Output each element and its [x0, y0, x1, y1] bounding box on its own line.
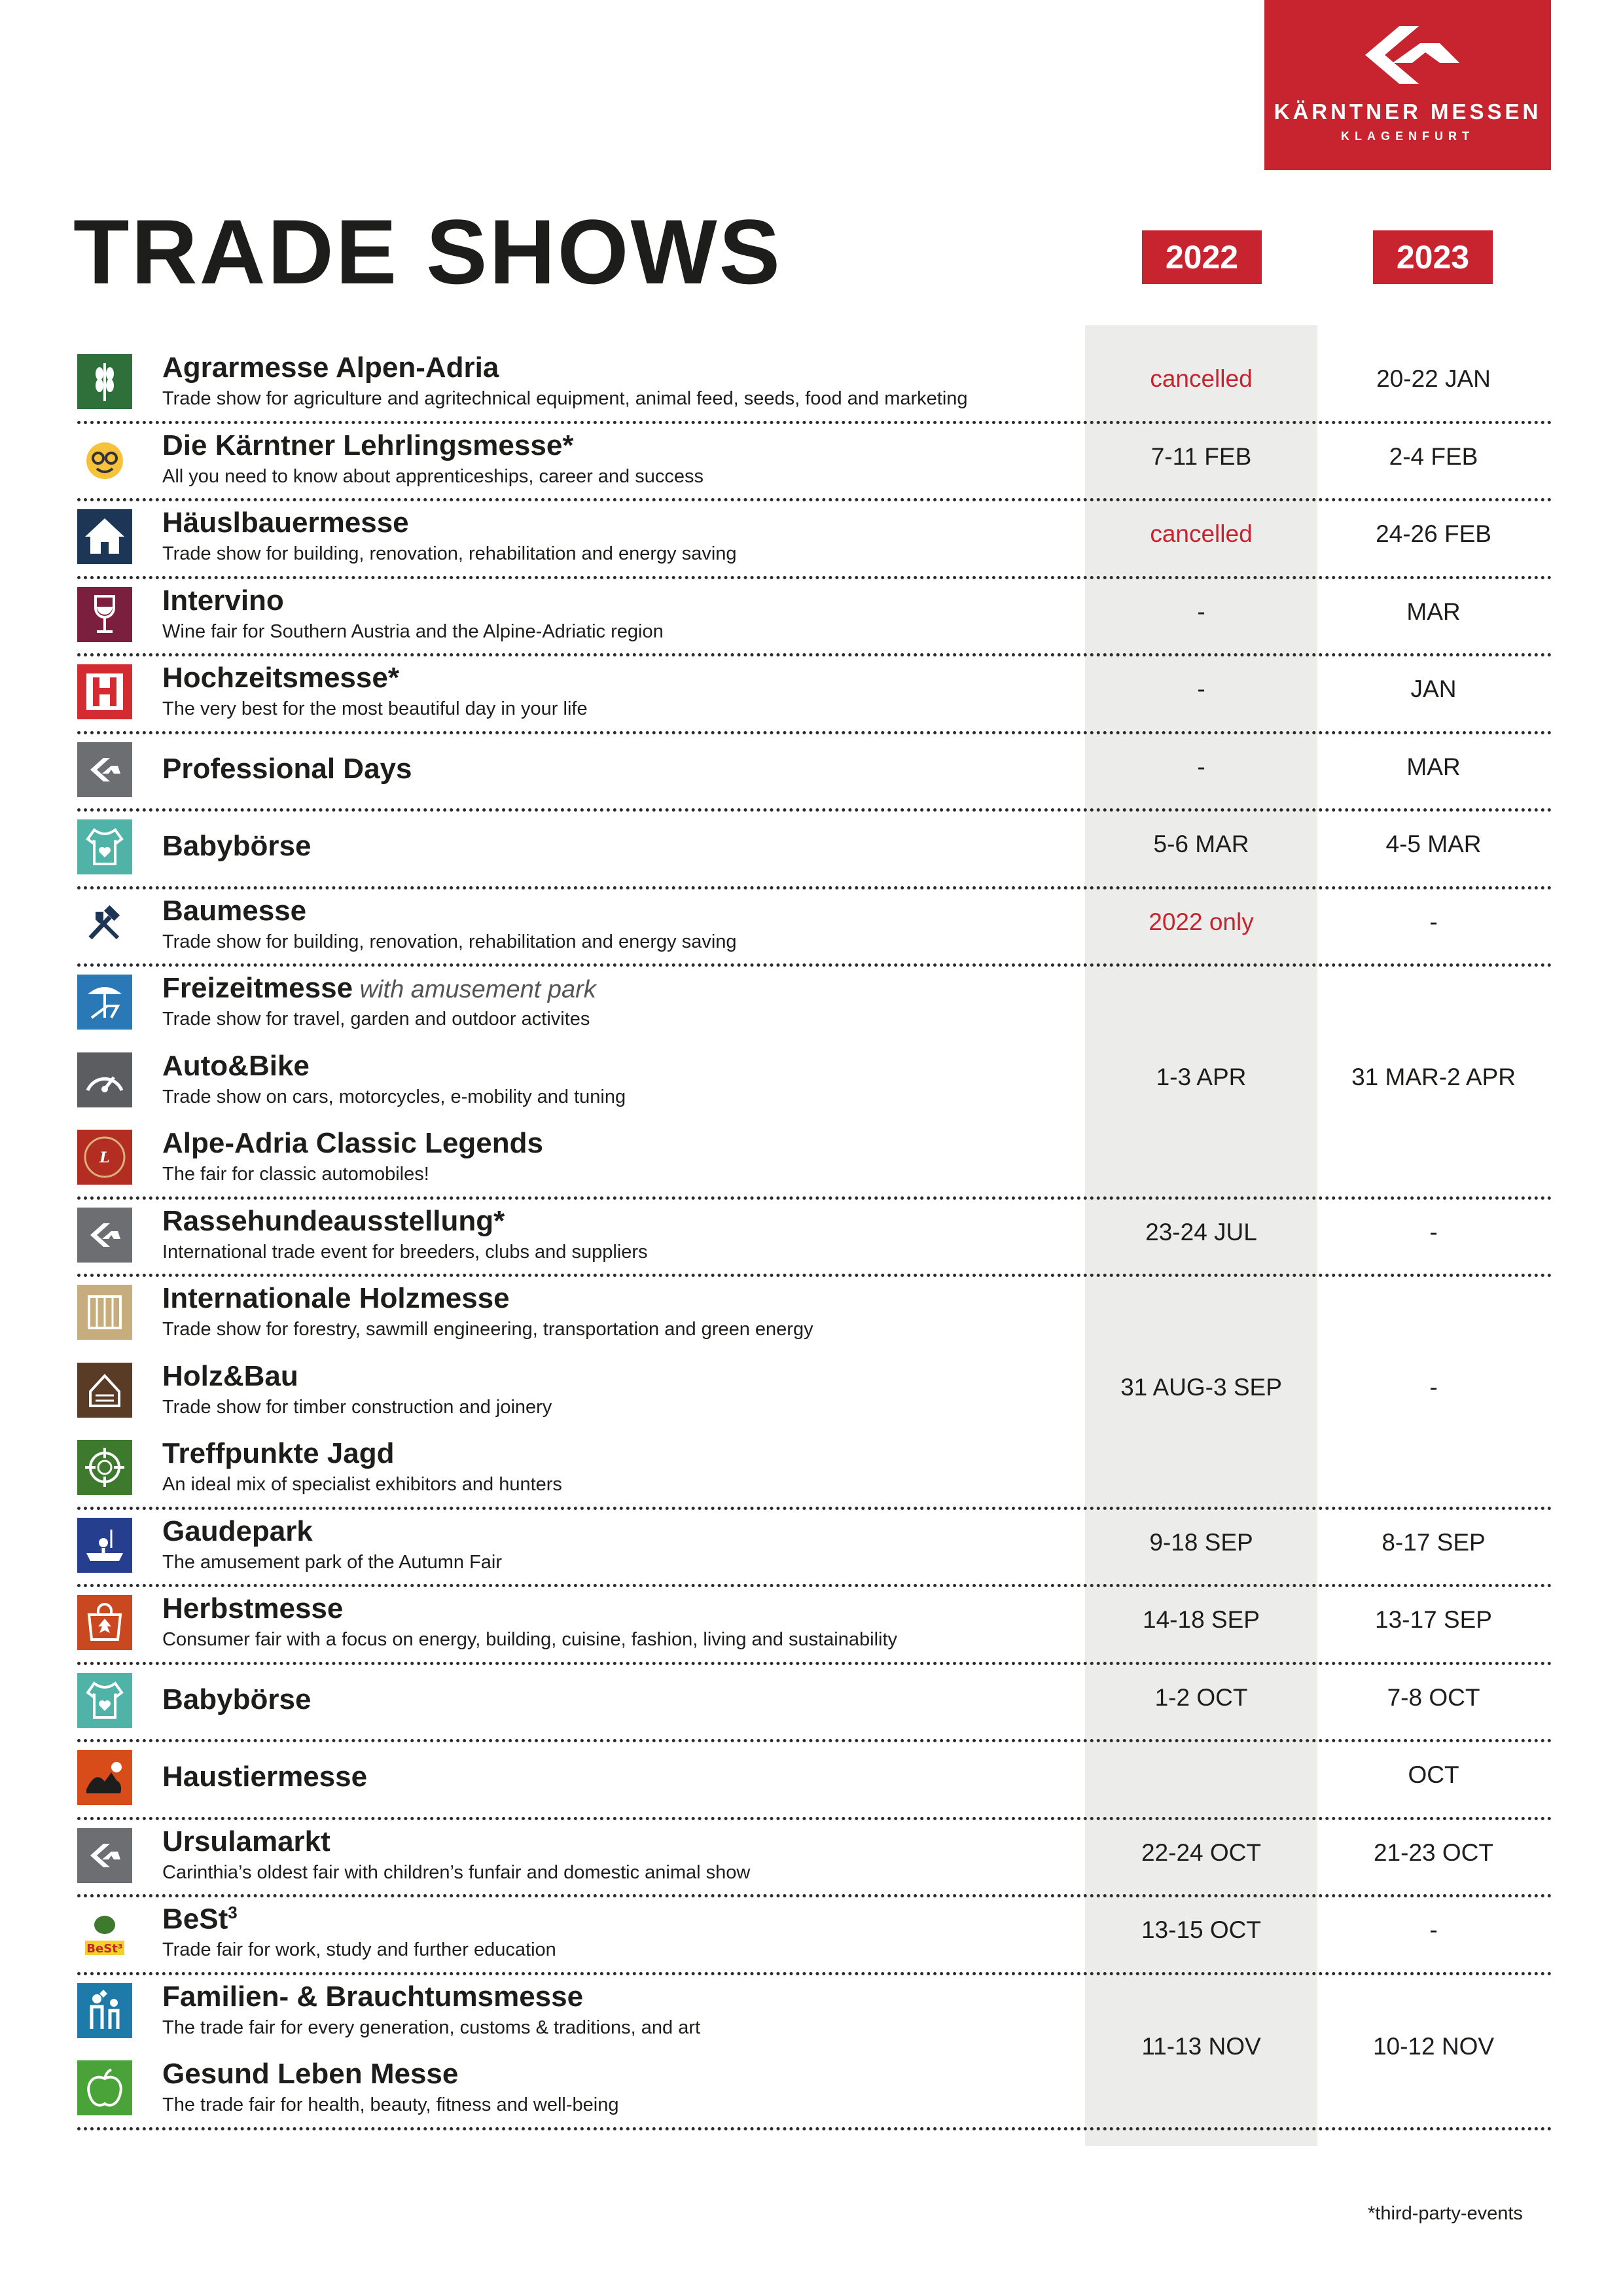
svg-text:L: L — [99, 1149, 110, 1166]
date-2022: 1-3 APR — [1156, 1063, 1247, 1090]
row-separator — [77, 498, 1552, 501]
date-2022: 22-24 OCT — [1141, 1839, 1261, 1866]
event-name-text: Agrarmesse Alpen-Adria — [162, 351, 499, 384]
date-2023: OCT — [1408, 1761, 1459, 1789]
event-description: The trade fair for every generation, customs & traditions, and art — [162, 2017, 701, 2038]
wheat-icon — [77, 354, 132, 409]
event-name-text: Holz&Bau — [162, 1359, 298, 1392]
date-2022: 9-18 SEP — [1149, 1528, 1253, 1556]
event-description: An ideal mix of specialist exhibitors and hunters — [162, 1474, 562, 1495]
logo-brand: KÄRNTNER MESSEN — [1274, 99, 1542, 124]
event-description: Trade show on cars, motorcycles, e-mobility and tuning — [162, 1086, 626, 1107]
event-name — [162, 830, 311, 863]
event-name — [162, 1127, 543, 1160]
bumper-car-icon — [77, 1518, 132, 1573]
date-2023: 21-23 OCT — [1373, 1839, 1493, 1866]
event-name — [162, 1592, 343, 1625]
event-name-text: Gesund Leben Messe — [162, 2058, 459, 2090]
date-2023: 31 MAR-2 APR — [1351, 1063, 1516, 1090]
date-2022: 13-15 OCT — [1141, 1916, 1261, 1944]
row-separator — [77, 1972, 1552, 1975]
row-separator — [77, 1274, 1552, 1277]
event-name-text: BeSt — [162, 1903, 228, 1935]
row-separator — [77, 1817, 1552, 1820]
year-header-2023: 2023 — [1373, 230, 1493, 284]
nerd-emoji-icon — [77, 432, 132, 487]
event-row — [0, 2051, 1623, 2129]
event-name — [162, 584, 284, 617]
best-mascot-icon — [77, 1905, 132, 1960]
event-name — [162, 507, 409, 539]
svg-text:BeSt³: BeSt³ — [86, 1942, 123, 1956]
event-description: Trade fair for work, study and further education — [162, 1939, 556, 1960]
event-name — [162, 1360, 298, 1393]
event-name-text: Gaudepark — [162, 1515, 313, 1547]
row-separator — [77, 963, 1552, 967]
date-2022: cancelled — [1150, 520, 1253, 548]
row-separator — [77, 1507, 1552, 1510]
hammer-shovel-icon — [77, 897, 132, 952]
row-separator — [77, 886, 1552, 889]
event-description: The trade fair for health, beauty, fitness and well-being — [162, 2094, 619, 2115]
date-2023: - — [1429, 908, 1438, 935]
beach-chair-icon — [77, 975, 132, 1030]
event-description: Carinthia’s oldest fair with children’s funfair and domestic animal show — [162, 1861, 751, 1883]
date-2022: 31 AUG-3 SEP — [1120, 1373, 1282, 1401]
event-description: Trade show for agriculture and agritechnical equipment, animal feed, seeds, food and marketing — [162, 388, 968, 409]
date-2023: 20-22 JAN — [1376, 365, 1491, 393]
baby-shirt-icon — [77, 819, 132, 874]
pets-icon — [77, 1750, 132, 1805]
date-2023: - — [1429, 1373, 1438, 1401]
event-name-superscript: 3 — [228, 1903, 238, 1922]
event-name — [162, 1437, 395, 1470]
event-name-text: Freizeitmesse — [162, 972, 353, 1004]
event-name — [162, 351, 499, 384]
event-name — [162, 662, 399, 694]
date-2023: 2-4 FEB — [1389, 442, 1478, 470]
date-2023: 24-26 FEB — [1376, 520, 1491, 548]
event-name — [162, 1282, 510, 1315]
event-name — [162, 2058, 458, 2090]
row-separator — [77, 653, 1552, 656]
event-name-text: Hochzeitsmesse* — [162, 662, 399, 694]
event-name — [162, 1683, 311, 1716]
event-description: Trade show for building, renovation, rehabilitation and energy saving — [162, 543, 737, 564]
baby-shirt-icon — [77, 1673, 132, 1728]
classic-legends-icon — [77, 1130, 132, 1185]
date-2022: 5-6 MAR — [1153, 831, 1249, 858]
date-2023: 13-17 SEP — [1375, 1606, 1492, 1634]
event-name — [162, 1903, 238, 1936]
shopping-bag-leaf-icon — [77, 1595, 132, 1650]
house-icon — [77, 509, 132, 564]
messe-k-logo-icon — [1353, 25, 1462, 85]
year-header-2022: 2022 — [1142, 230, 1262, 284]
date-2022: - — [1197, 675, 1205, 703]
date-2023: - — [1429, 1916, 1438, 1944]
row-separator — [77, 421, 1552, 424]
date-2022: 1-2 OCT — [1154, 1683, 1248, 1711]
event-description: Trade show for travel, garden and outdoor activites — [162, 1009, 590, 1030]
date-2022: 11-13 NOV — [1141, 2033, 1261, 2060]
wedding-h-icon — [77, 664, 132, 719]
event-name-text: Familien- & Brauchtumsmesse — [162, 1980, 584, 2013]
event-name-text: Die Kärntner Lehrlingsmesse* — [162, 429, 574, 461]
event-name-text: Treffpunkte Jagd — [162, 1437, 395, 1469]
date-2023: 7-8 OCT — [1387, 1683, 1480, 1711]
event-description: The amusement park of the Autumn Fair — [162, 1551, 503, 1573]
event-name-text: Ursulamarkt — [162, 1825, 330, 1857]
event-name-text: Auto&Bike — [162, 1049, 310, 1082]
event-name — [162, 429, 573, 462]
wine-glass-icon — [77, 587, 132, 642]
row-separator — [77, 1196, 1552, 1200]
event-name-text: Professional Days — [162, 752, 412, 785]
date-2022: - — [1197, 598, 1205, 625]
row-separator — [77, 2127, 1552, 2130]
wood-logo-icon — [77, 1285, 132, 1340]
row-separator — [77, 576, 1552, 579]
event-name — [162, 972, 596, 1005]
logo-city: KLAGENFURT — [1341, 130, 1474, 143]
event-name-text: Babybörse — [162, 830, 312, 862]
timber-house-icon — [77, 1363, 132, 1418]
messe-logo-icon — [77, 1828, 132, 1883]
event-name-text: Baumesse — [162, 894, 307, 927]
event-description: International trade event for breeders, clubs and suppliers — [162, 1241, 648, 1263]
date-2023: 4-5 MAR — [1385, 831, 1482, 858]
event-name — [162, 1981, 583, 2013]
date-2023: JAN — [1410, 675, 1457, 703]
family-icon — [77, 1983, 132, 2038]
messe-logo-icon — [77, 742, 132, 797]
event-name-text: Haustiermesse — [162, 1761, 368, 1793]
row-separator — [77, 1584, 1552, 1587]
event-row — [0, 1121, 1623, 1198]
date-2023: MAR — [1406, 753, 1461, 780]
event-name-text: Intervino — [162, 584, 284, 617]
event-name-text: Babybörse — [162, 1683, 312, 1715]
event-row — [0, 965, 1623, 1043]
row-separator — [77, 1739, 1552, 1742]
event-name — [162, 1515, 313, 1548]
event-name — [162, 753, 412, 785]
event-name — [162, 1050, 310, 1083]
apple-icon — [77, 2060, 132, 2115]
row-separator — [77, 1662, 1552, 1665]
event-description: Trade show for forestry, sawmill engineering, transportation and green energy — [162, 1319, 813, 1340]
event-tagline: with amusement park — [353, 976, 596, 1003]
row-separator — [77, 1894, 1552, 1897]
event-name-text: Alpe-Adria Classic Legends — [162, 1127, 543, 1159]
row-separator — [77, 731, 1552, 734]
event-name — [162, 1825, 330, 1858]
row-separator — [77, 808, 1552, 812]
event-name-text: Häuslbauermesse — [162, 507, 409, 539]
date-2022: 23-24 JUL — [1145, 1218, 1257, 1246]
date-2022: - — [1197, 753, 1205, 780]
page-title: TRADE SHOWS — [73, 200, 782, 303]
date-2023: - — [1429, 1218, 1438, 1246]
date-2022: cancelled — [1150, 365, 1253, 393]
event-description: Trade show for timber construction and joinery — [162, 1396, 552, 1418]
event-name-text: Rassehundeausstellung* — [162, 1204, 505, 1237]
crosshair-icon — [77, 1440, 132, 1495]
event-description: The very best for the most beautiful day in your life — [162, 698, 588, 719]
kaerntner-messen-logo — [1264, 0, 1551, 170]
event-row — [0, 1431, 1623, 1509]
event-description: The fair for classic automobiles! — [162, 1164, 429, 1185]
footnote: *third-party-events — [1368, 2203, 1523, 2224]
event-name — [162, 1205, 505, 1238]
event-description: Wine fair for Southern Austria and the Alpine-Adriatic region — [162, 620, 664, 642]
event-description: All you need to know about apprenticeships, career and success — [162, 465, 704, 487]
date-2023: 8-17 SEP — [1382, 1528, 1486, 1556]
date-2022: 2022 only — [1149, 908, 1254, 935]
event-description: Consumer fair with a focus on energy, building, cuisine, fashion, living and sustainability — [162, 1629, 898, 1650]
messe-logo-icon — [77, 1208, 132, 1263]
speedometer-icon — [77, 1052, 132, 1107]
event-name — [162, 1761, 367, 1793]
date-2023: 10-12 NOV — [1372, 2033, 1495, 2060]
date-2022: 14-18 SEP — [1143, 1606, 1260, 1634]
event-row — [0, 1276, 1623, 1354]
date-2023: MAR — [1406, 598, 1461, 625]
event-name-text: Internationale Holzmesse — [162, 1282, 510, 1314]
event-name-text: Herbstmesse — [162, 1592, 344, 1624]
date-2022: 7-11 FEB — [1150, 442, 1252, 470]
event-name — [162, 895, 306, 927]
event-description: Trade show for building, renovation, rehabilitation and energy saving — [162, 931, 737, 952]
